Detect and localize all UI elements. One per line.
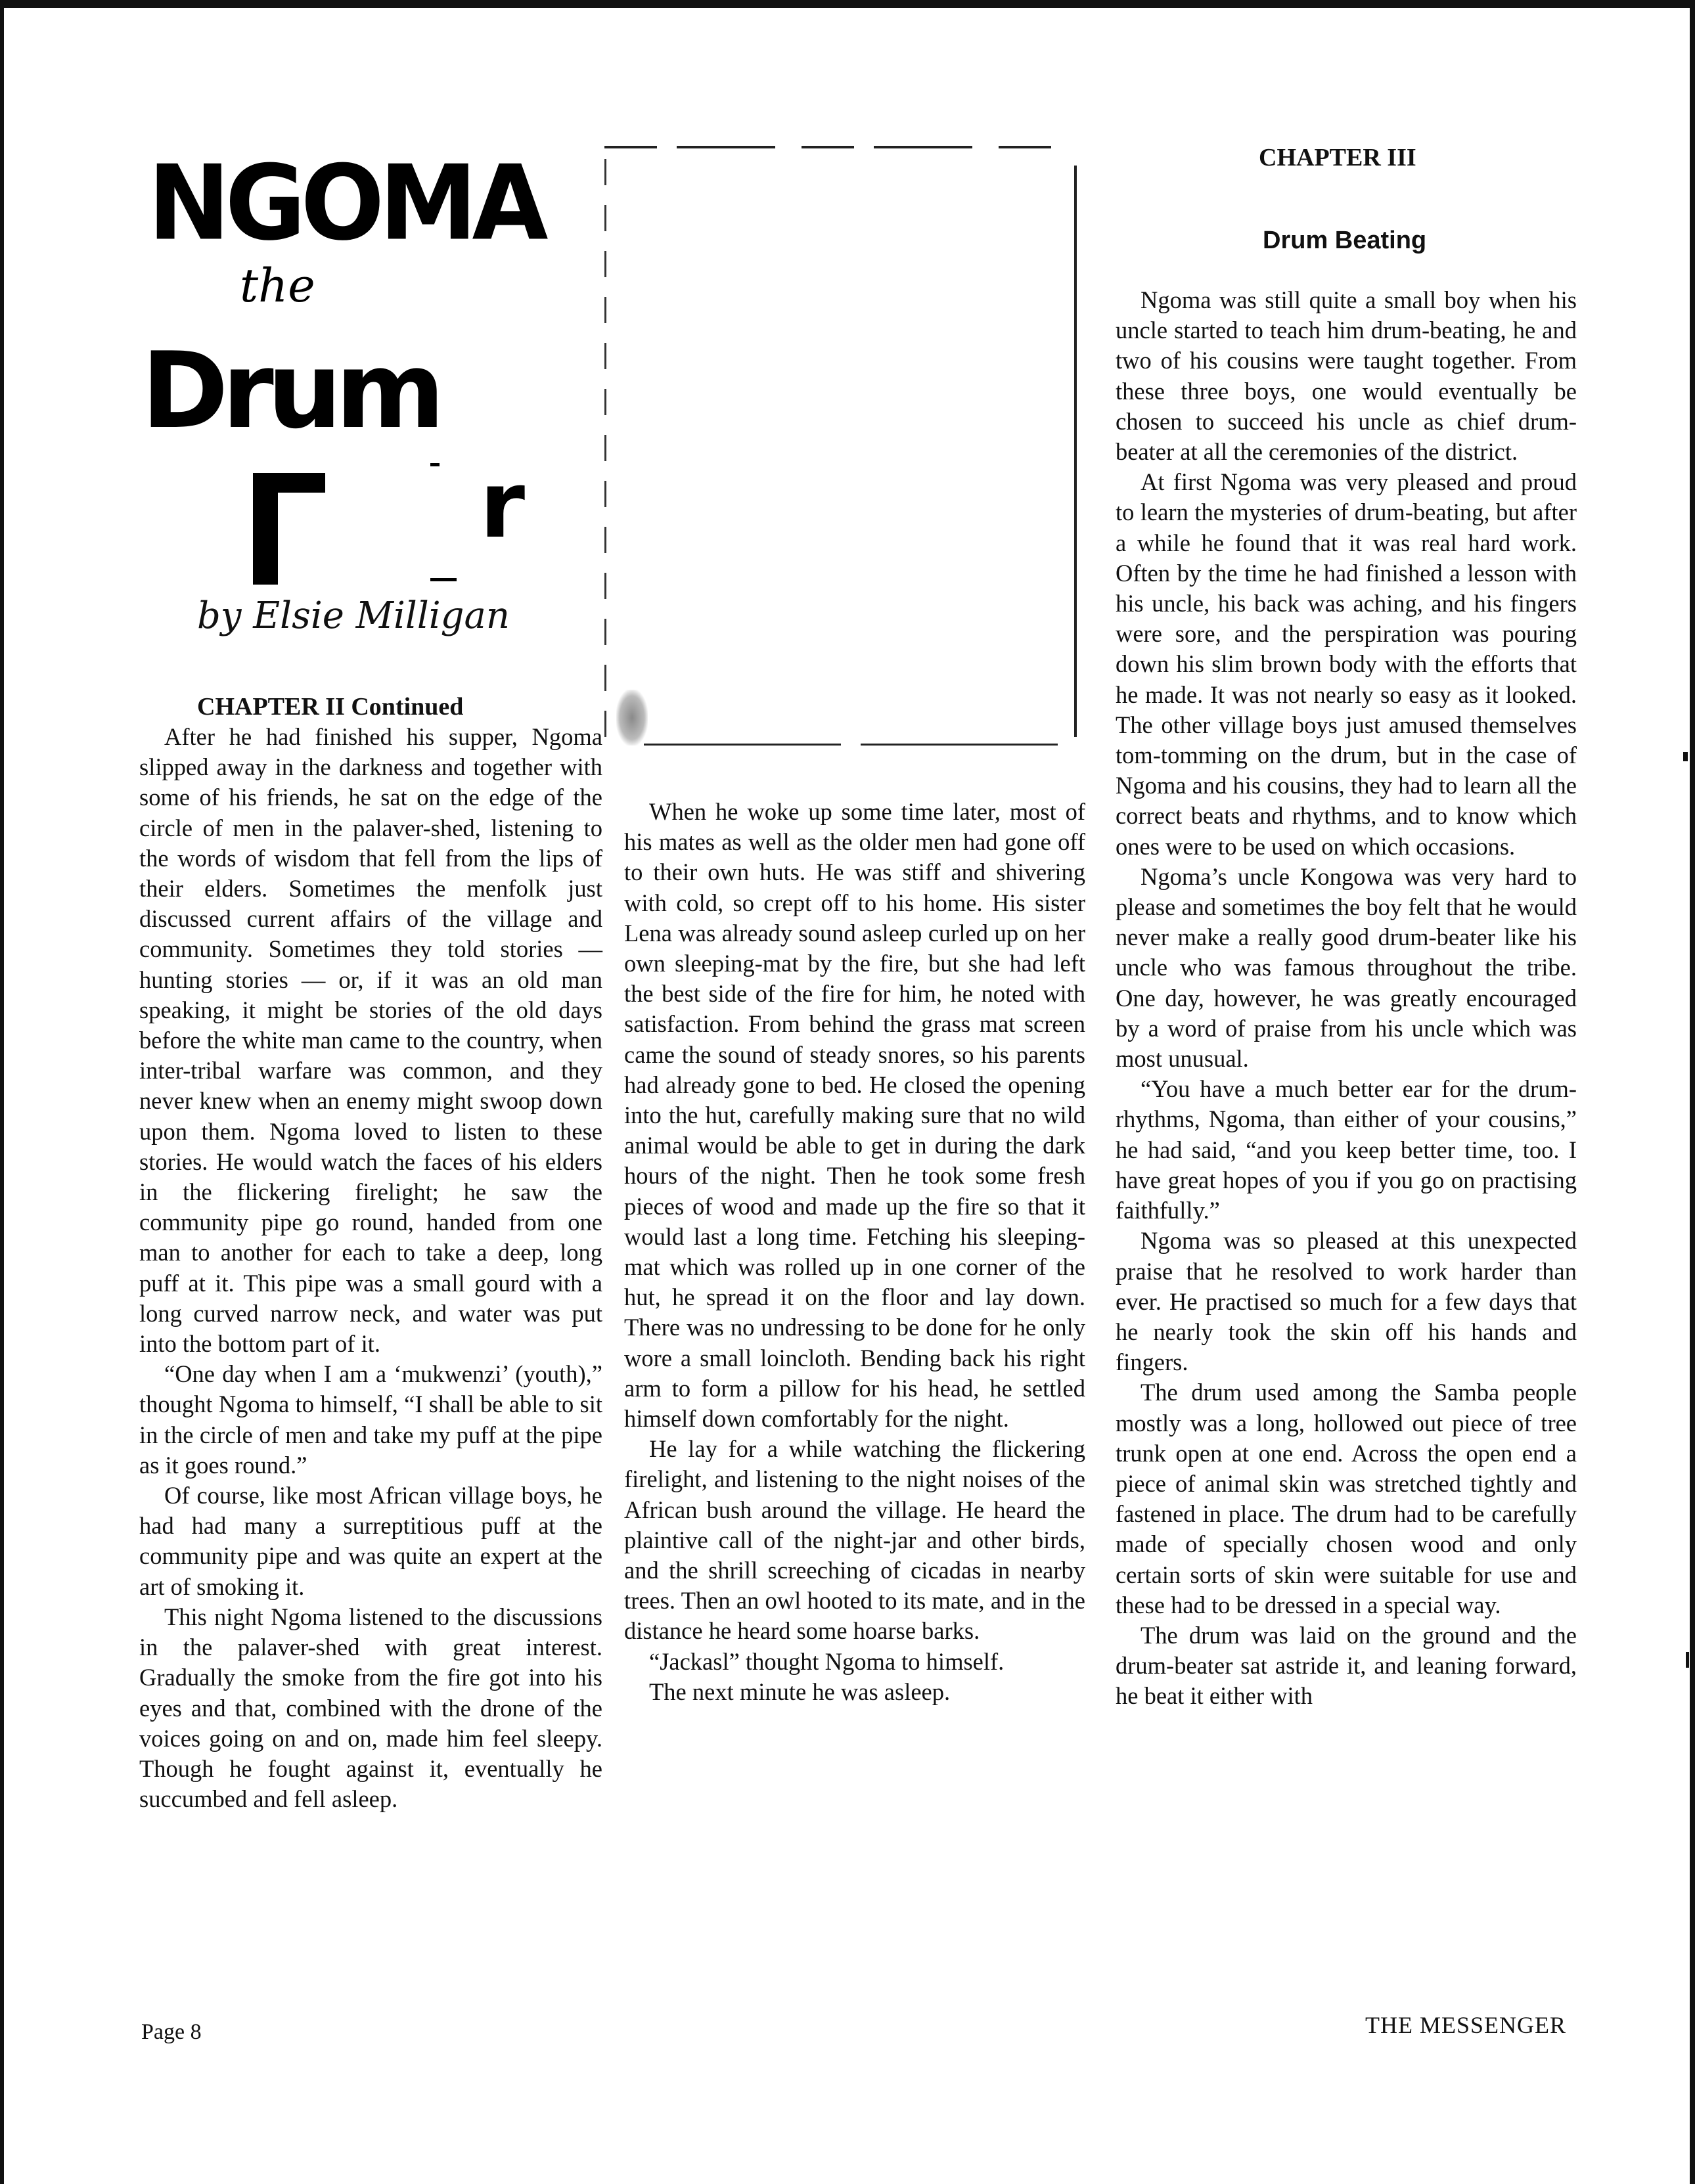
title-fragment-dash [430, 578, 457, 581]
paragraph: “You have a much better ear for the drum-rhythms, Ngoma, than either of your cousins,” he had said, “and you keep better time, too. I have great hopes of you if you go on practising faithfully.” [1116, 1075, 1577, 1224]
paragraph: The next minute he was asleep. [649, 1678, 951, 1705]
paragraph: When he woke up some time later, most of his mates as well as the older men had gone off to their own huts. He was stiff and shivering with cold, so crept off to his home. His sister Lena was already sound asleep curled up on her own sleeping-mat by the fire, but she had left the best side of the fire for him, he noted with satisfaction. From behind the grass mat screen came the sound of steady snores, so his parents had already gone to bed. He closed the opening into the hut, carefully making sure that no wild animal would be able to get in during the dark hours of the night. Then he took some fresh pieces of wood and made up the fire so that it would last a long time. Fetching his sleeping-mat which was rolled up in one corner of the hut, he spread it on the floor and lay down. There was no undressing to be done for he only wore a small loincloth. Bending back his right arm to form a pillow for his head, he settled himself down comfortably for the night. [624, 798, 1085, 1433]
scan-mark [1683, 752, 1688, 761]
photo-edge-top [604, 146, 1064, 148]
article-title [141, 143, 562, 608]
scan-border-right [1690, 0, 1695, 2184]
paragraph: The drum was laid on the ground and the drum-beater sat astride it, and leaning forward, he beat it either with [1116, 1621, 1577, 1710]
paragraph: This night Ngoma listened to the discussions in the palaver-shed with great interest. Gradually the smoke from the fire got into his eyes and that, combined with the drone of the voices going on and on, made him feel sleepy. Though he fought against it, eventually he succumbed and fell asleep. [139, 1603, 602, 1813]
publication-name: THE MESSENGER [1365, 2012, 1567, 2038]
paragraph: The drum used among the Samba people mostly was a long, hollowed out piece of tree trunk open at one end. Across the open end a piece of animal skin was stretched tightly and fastened in place. The drum had to be carefully made of specially chosen wood and only certain sorts of skin were suitable for use and these had to be dressed in a special way. [1116, 1379, 1577, 1618]
column-2 [624, 797, 1085, 1707]
paragraph: Of course, like most African village boys, he had had many a surreptitious puff at the community pipe and was quite an expert at the art of smoking it. [139, 1482, 602, 1600]
title-fragment-tick [430, 463, 440, 466]
column-3 [1116, 285, 1577, 1712]
scan-border-left [0, 0, 4, 2184]
paragraph: Ngoma was still quite a small boy when his uncle started to teach him drum-beating, he and two of his cousins were taught together. From these three boys, one would eventually be chosen to succeed his uncle as chief drum-beater at all the ceremonies of the district. [1116, 286, 1577, 466]
page-number: Page 8 [141, 2020, 202, 2044]
scan-smudge [616, 690, 648, 746]
paragraph: He lay for a while watching the flickering firelight, and listening to the night noises of the African bush around the village. He heard the plaintive call of the night-jar and other birds, and the shrill screeching of cicadas in nearby trees. Then an owl hooted to its mate, and in the distance he heard some hoarse barks. [624, 1435, 1085, 1645]
scan-mark [1686, 1652, 1689, 1668]
title-line-drum: Drum [141, 329, 439, 452]
paragraph: Ngoma’s uncle Kongowa was very hard to please and sometimes the boy felt that he would never make a really good drum-beater like his uncle who was famous throughout the tribe. One day, however, he was greatly encouraged by a word of praise from his uncle which was most unusual. [1116, 862, 1577, 1073]
chapter-2-heading: CHAPTER II Continued [197, 693, 464, 721]
scan-border-top [0, 0, 1695, 8]
chapter-3-heading: CHAPTER III [1259, 144, 1416, 171]
paragraph: “One day when I am a ‘mukwenzi’ (youth),” thought Ngoma to himself, “I shall be able to sit in the circle of men and take my puff at the pipe as it goes round.” [139, 1360, 602, 1479]
photo-edge-left [604, 159, 606, 744]
column-1 [139, 692, 602, 1814]
byline: by Elsie Milligan [197, 594, 510, 637]
paragraph: At first Ngoma was very pleased and proud to learn the mysteries of drum-beating, but after a while he found that it was real hard work. Often by the time he had finished a lesson with his uncle, his back was aching, and his fingers were sore, and the perspiration was pouring down his slim brown body with the efforts that he made. It was not nearly so easy as it looked. The other village boys just amused themselves tom-tomming on the drum, but in the case of Ngoma and his cousins, they had to learn all the correct beats and rhythms, and to know which ones were to be used on which occasions. [1116, 468, 1577, 860]
photo-edge-bottom [644, 744, 1064, 746]
title-line-the: the [240, 259, 315, 313]
paragraph: Ngoma was so pleased at this unexpected praise that he resolved to work harder than ever. He practised so much for a few days that he nearly took the skin off his hands and fingers. [1116, 1227, 1577, 1376]
chapter-3-subtitle: Drum Beating [1263, 227, 1427, 254]
paragraph: “Jackasl” thought Ngoma to himself. [649, 1647, 1005, 1675]
photo-placeholder [604, 146, 1077, 750]
photo-edge-right [1074, 166, 1077, 737]
title-line-ngoma: NGOMA [148, 143, 543, 264]
title-line-r: r [480, 452, 526, 559]
paragraph: After he had finished his supper, Ngoma slipped away in the darkness and together with some of his friends, he sat on the edge of the circle of men in the palaver-shed, listening to the words of wisdom that fell from the lips of their elders. Sometimes the menfolk just discussed current affairs of the village and community. Sometimes they told stories — hunting stories — or, if it was an old man speaking, it might be stories of the old days before the white man came to the country, when inter-tribal warfare was common, and they never knew when an enemy might swoop down upon them. Ngoma loved to listen to these stories. He would watch the faces of his elders in the flickering firelight; he saw the community pipe go round, handed from one man to another for each to take a deep, long puff at it. This pipe was a small gourd with a long curved narrow neck, and water was put into the bottom part of it. [139, 723, 602, 1358]
title-fragment-cap [253, 473, 325, 493]
